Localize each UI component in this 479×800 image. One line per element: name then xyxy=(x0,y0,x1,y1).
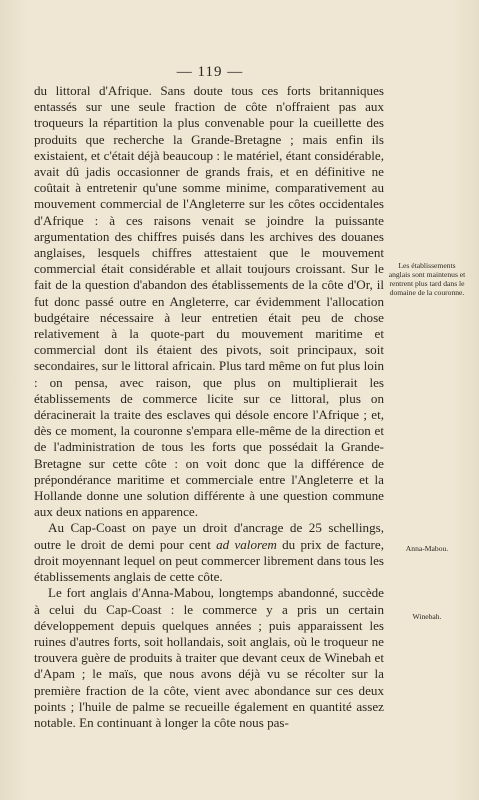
page-number: — 119 — xyxy=(176,64,244,80)
marginal-note-establishments: Les établissements anglais sont maintenus et rentrent plus tard dans le domaine de la couronne. xyxy=(388,261,466,297)
italic-phrase: ad valorem xyxy=(216,536,277,552)
paragraph-2 xyxy=(34,520,384,585)
marginal-note-winebah: Winebah. xyxy=(412,612,442,621)
paragraph-2-end: du prix de facture, droit moyennant lequel on peut commercer librement dans tous les établissements anglais de cette côte. xyxy=(34,536,384,585)
marginal-note-anna-mabou: Anna-Mabou. xyxy=(405,544,449,553)
paragraph-1: du littoral d'Afrique. Sans doute tous ces forts britanniques entassés sur une seule fraction de côte n'offraient pas aux troqueurs la répartition la plus convenable pour la cueillette des produits que recherche la Grande-Bretagne ; mais enfin ils existaient, et c'était déjà beaucoup : le matériel, étant considérable, avait dû jadis occasionner de grands frais, et en définitive ne coûtait à entretenir qu'une somme minime, comparativement au mouvement commercial de l'Angleterre sur les côtes occidentales d'Afrique : à ces raisons venait se joindre la puissante argumentation des chiffres puisés dans les archives des douanes anglaises, lesquels chiffres attestaient que le mouvement commercial était considérable et allait toujours croissant. Sur le fait de la question d'abandon des établissements de la côte d'Or, il fut donc passé outre en Angleterre, car évidemment l'allocation budgétaire nécessaire à leur entretien était peu de chose relativement à la quote-part du mouvement maritime et commercial dont ils étaient des pivots, soit principaux, soit secondaires, sur le littoral africain. Plus tard même on fut plus loin : on pensa, avec raison, que plus on multiplierait les établissements de commerce licite sur ce littoral, plus on déracinerait la traite des esclaves qui désole encore l'Afrique ; et, dès ce moment, la couronne s'empara elle-même de la direction et de l'administration de tous les forts que possédait la Grande-Bretagne sur cette côte : on voit donc que la différence de prépondérance maritime et commerciale entre l'Angleterre et la Hollande donne une solution différente à une question commune aux deux nations en apparence. xyxy=(34,83,384,520)
body-text xyxy=(34,83,384,731)
paragraph-3: Le fort anglais d'Anna-Mabou, longtemps abandonné, succède à celui du Cap-Coast : le commerce y a pris un certain développement depuis quelques années ; puis apparaissent les ruines d'autres forts, soit hollandais, soit anglais, où le troqueur ne trouvera guère de produits à traiter que devant ceux de Winebah et d'Apam ; le maïs, que nous avons déjà vu se récolter sur la première fraction de la côte, vient avec abondance sur ces deux points ; l'huile de palme se recueille également en quantité assez notable. En continuant à longer la côte nous pas- xyxy=(34,585,384,730)
paragraph-2-start: Au Cap-Coast on paye un droit d'ancrage de 25 schellings, outre le droit de demi pour cent xyxy=(34,520,384,552)
